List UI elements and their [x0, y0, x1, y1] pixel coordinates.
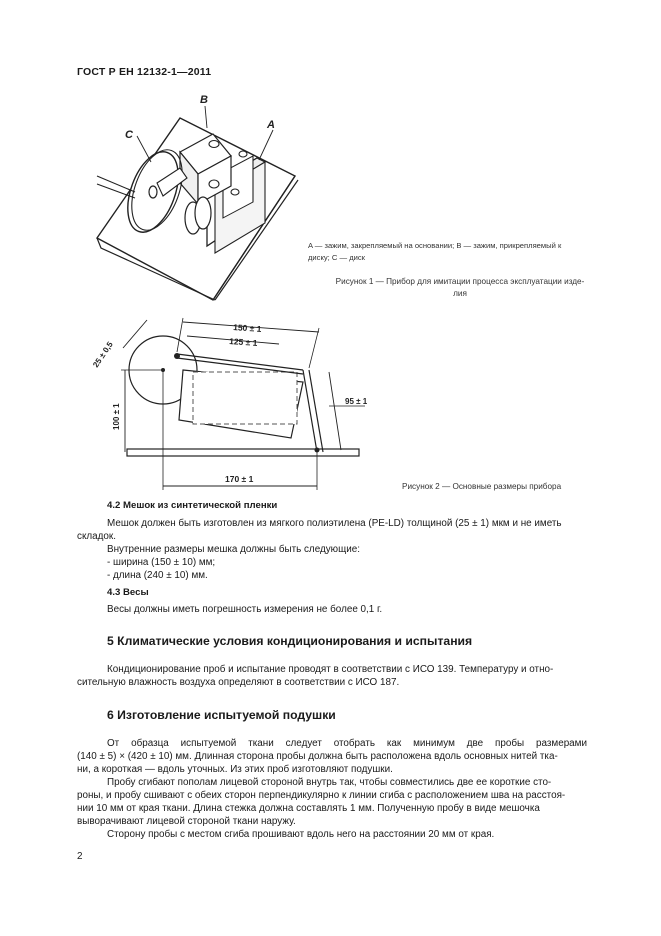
figure1-device-drawing — [95, 88, 305, 304]
section-5-line1: Кондиционирование проб и испытание проводят в соответствии с ИСО 139. Температуру и отно- — [107, 664, 554, 675]
section-4-3-p1: Весы должны иметь погрешность измерения не более 0,1 г. — [107, 604, 383, 615]
dim-95: 95 ± 1 — [345, 397, 368, 406]
dim-150: 150 ± 1 — [232, 322, 262, 334]
figure1-label-c: C — [125, 129, 133, 141]
section-5-paragraph — [77, 663, 587, 689]
figure2-caption: Рисунок 2 — Основные размеры прибора — [402, 482, 562, 491]
section-6-p1-line2: (140 ± 5) × (420 ± 10) мм. Длинная сторона пробы должна быть расположена вдоль основных нитей тка- — [77, 751, 558, 762]
section-4-2-p1-line1: Мешок должен быть изготовлен из мягкого полиэтилена (PE-LD) толщиной (25 ± 1) мкм и не иметь — [107, 518, 562, 529]
figure1-label-a: A — [267, 119, 275, 131]
figure2-dimensions-drawing — [83, 310, 383, 495]
section-6-p1-line3: ни, а короткая — вдоль уточных. Из этих проб изготовляют подушки. — [77, 764, 393, 775]
section-6-title: 6 Изготовление испытуемой подушки — [107, 708, 336, 722]
figure1-caption-line1: Рисунок 1 — Прибор для имитации процесса эксплуатации изде- — [335, 277, 585, 286]
dim-25: 25 ± 0,5 — [91, 340, 115, 370]
dim-100: 100 ± 1 — [112, 403, 121, 430]
figure1-label-b: B — [200, 94, 208, 106]
section-4-2-title: 4.2 Мешок из синтетической пленки — [107, 500, 278, 511]
section-4-2-p2: Внутренние размеры мешка должны быть следующие: — [107, 544, 360, 555]
section-4-2-item1: - ширина (150 ± 10) мм; — [107, 557, 216, 568]
section-4-2-paragraph — [77, 517, 587, 582]
section-4-2-p1-line2: складок. — [77, 531, 116, 542]
figure1-legend — [308, 240, 614, 264]
document-header: ГОСТ Р ЕН 12132-1—2011 — [77, 66, 212, 78]
figure1-legend-line1: A — зажим, закрепляемый на основании; B — зажим, прикрепляемый к — [308, 241, 562, 250]
dim-125: 125 ± 1 — [228, 336, 258, 348]
section-6-p2-line3: нии 10 мм от края ткани. Длина стежка должна составлять 1 мм. Полученную пробу в виде мешочка — [77, 803, 540, 814]
figure1-legend-line2: диску; C — диск — [308, 253, 365, 262]
section-4-2-item2: - длина (240 ± 10) мм. — [107, 570, 208, 581]
page-number: 2 — [77, 851, 83, 862]
section-6-p2-line4: выворачивают лицевой стороной ткани наружу. — [77, 816, 296, 827]
dim-170: 170 ± 1 — [225, 474, 254, 484]
figure1-caption-line2: лия — [453, 289, 467, 298]
section-6-p1-line1: От образца испытуемой ткани следует отобрать как минимум две пробы размерами — [107, 738, 587, 749]
section-4-3-title: 4.3 Весы — [107, 587, 149, 598]
section-6-p2-line1: Пробу сгибают пополам лицевой стороной внутрь так, чтобы совместились две ее короткие сто- — [107, 777, 552, 788]
figure1-caption — [305, 276, 615, 300]
section-5-title: 5 Климатические условия кондиционирования и испытания — [107, 634, 473, 648]
section-6-paragraphs — [77, 737, 587, 841]
section-6-p2-line2: роны, и пробу сшивают с обеих сторон перпендикулярно к линии сгиба с расположением шва на расстоя- — [77, 790, 566, 801]
section-5-line2: сительную влажность воздуха определяют в соответствии с ИСО 187. — [77, 677, 400, 688]
section-6-p3: Сторону пробы с местом сгиба прошивают вдоль него на расстоянии 20 мм от края. — [107, 829, 495, 840]
